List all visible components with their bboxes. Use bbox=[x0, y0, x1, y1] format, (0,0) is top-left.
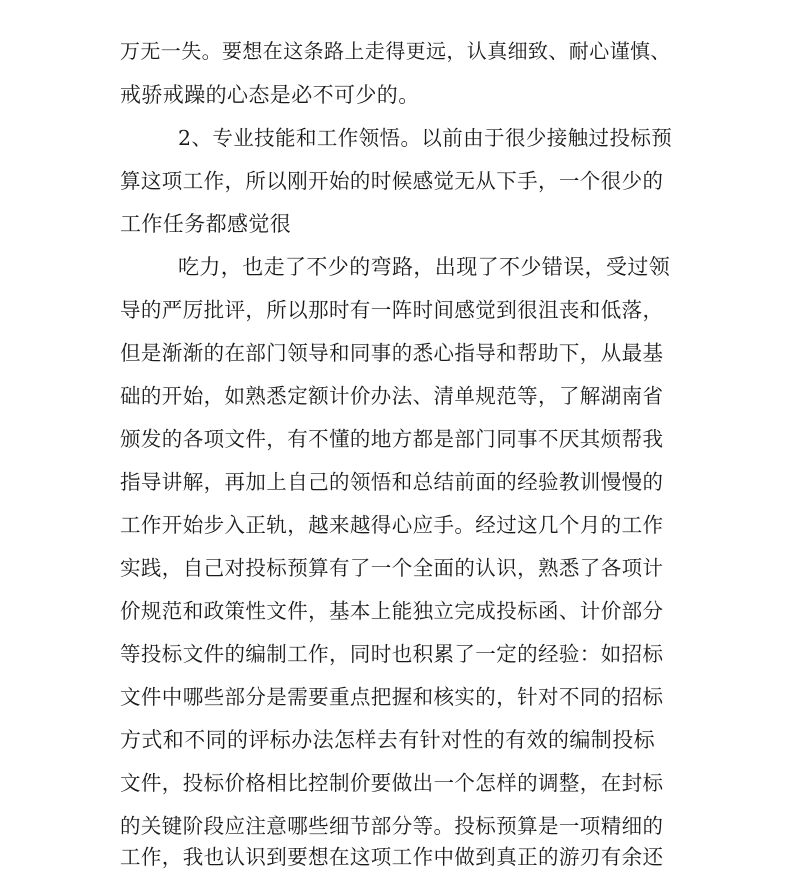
text-line: 价规范和政策性文件，基本上能独立完成投标函、计价部分 bbox=[120, 599, 664, 623]
text-line: 的关键阶段应注意哪些细节部分等。投标预算是一项精细的 bbox=[120, 814, 664, 838]
text-line: 导的严厉批评，所以那时有一阵时间感觉到很沮丧和低落， bbox=[120, 298, 664, 322]
paragraph-start-line: 2、专业技能和工作领悟。以前由于很少接触过投标预 bbox=[178, 126, 673, 150]
text-line: 工作开始步入正轨，越来越得心应手。经过这几个月的工作 bbox=[120, 513, 664, 537]
text-line: 工作，我也认识到要想在这项工作中做到真正的游刃有余还 bbox=[120, 845, 664, 869]
paragraph-start-line: 吃力，也走了不少的弯路，出现了不少错误，受过领 bbox=[178, 255, 671, 279]
text-line: 但是渐渐的在部门领导和同事的悉心指导和帮助下，从最基 bbox=[120, 341, 664, 365]
text-line: 础的开始，如熟悉定额计价办法、清单规范等，了解湖南省 bbox=[120, 384, 664, 408]
text-line: 实践，自己对投标预算有了一个全面的认识，熟悉了各项计 bbox=[120, 556, 664, 580]
text-line: 文件中哪些部分是需要重点把握和核实的，针对不同的招标 bbox=[120, 685, 664, 709]
text-line: 万无一失。要想在这条路上走得更远，认真细致、耐心谨慎、 bbox=[120, 39, 671, 63]
text-line: 指导讲解，再加上自己的领悟和总结前面的经验教训慢慢的 bbox=[120, 470, 664, 494]
text-line: 等投标文件的编制工作，同时也积累了一定的经验：如招标 bbox=[120, 642, 664, 666]
text-line: 颁发的各项文件，有不懂的地方都是部门同事不厌其烦帮我 bbox=[120, 427, 664, 451]
text-line: 工作任务都感觉很 bbox=[120, 212, 292, 236]
text-line: 算这项工作，所以刚开始的时候感觉无从下手，一个很少的 bbox=[120, 169, 664, 193]
text-line: 方式和不同的评标办法怎样去有针对性的有效的编制投标 bbox=[120, 728, 655, 752]
text-line: 戒骄戒躁的心态是必不可少的。 bbox=[120, 83, 420, 107]
text-line: 文件，投标价格相比控制价要做出一个怎样的调整，在封标 bbox=[120, 771, 664, 795]
